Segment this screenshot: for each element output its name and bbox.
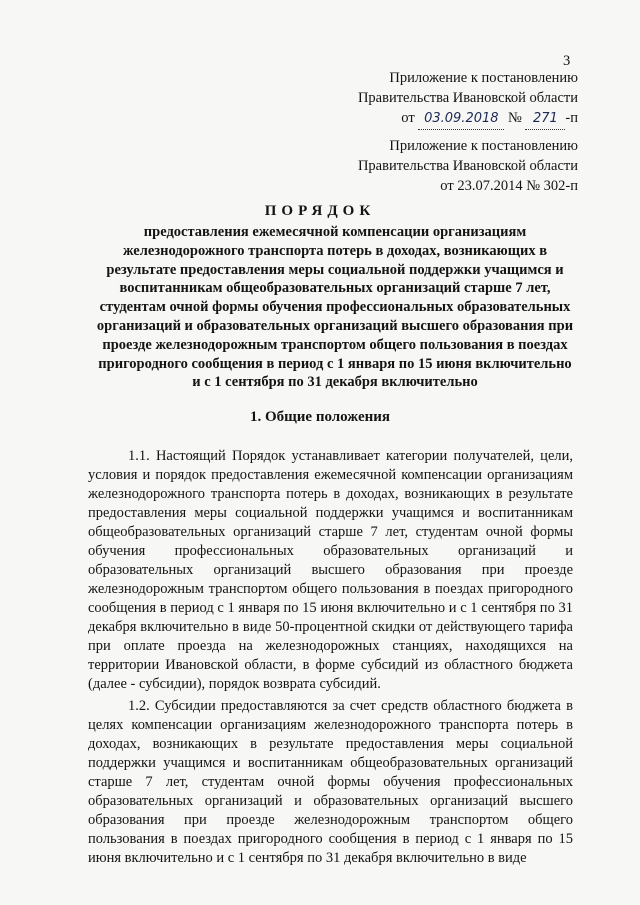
appendix-from-prefix: от xyxy=(401,110,415,126)
document-title: ПОРЯДОК xyxy=(264,203,376,219)
appendix-original-block xyxy=(358,136,578,196)
appendix-current-block xyxy=(358,68,578,130)
appendix-original-line-2: Правительства Ивановской области xyxy=(357,158,578,174)
appendix-number-prefix: № xyxy=(507,110,522,126)
document-body xyxy=(88,447,573,868)
handwritten-date: 03.09.2018 xyxy=(418,109,504,130)
appendix-date-line xyxy=(358,108,578,130)
handwritten-number: 271 xyxy=(525,109,565,130)
section-heading: 1. Общие положения xyxy=(249,409,391,425)
page-number: 3 xyxy=(563,53,571,69)
appendix-original-line-3: от 23.07.2014 № 302-п xyxy=(440,178,578,194)
appendix-original-line-1: Приложение к постановлению xyxy=(389,138,578,154)
paragraph-1-1: 1.1. Настоящий Порядок устанавливает категории получателей, цели, условия и порядок предоставления ежемесячной компенсации организациям железнодорожного транспорта потерь в доходах, возникающих в результате предоставления меры социальной поддержки учащимся и воспитанникам общеобразовательных организаций старше 7 лет, студентам очной формы обучения профессиональных образовательных организаций и образовательных организаций высшего образования при проезде железнодорожным транспортом общего пользования в поездах пригородного сообщения в период с 1 января по 15 июня включительно и с 1 сентября по 31 декабря включительно в виде 50-процентной скидки от действующего тарифа при оплате проезда на железнодорожных станциях, находящихся на территории Ивановской области, в форме субсидий из областного бюджета (далее - субсидии), порядок возврата субсидий. xyxy=(88,448,573,692)
paragraph-1-2: 1.2. Субсидии предоставляются за счет средств областного бюджета в целях компенсации организациям железнодорожного транспорта потерь в доходах, возникающих в результате предоставления меры социальной поддержки учащимся и воспитанникам общеобразовательных организаций старше 7 лет, студентам очной формы обучения профессиональных образовательных организаций и образовательных организаций высшего образования при проезде железнодорожным транспортом общего пользования в поездах пригородного сообщения в период с 1 января по 15 июня включительно и с 1 сентября по 31 декабря включительно в виде xyxy=(88,698,573,866)
document-subtitle: предоставления ежемесячной компенсации организациям железнодорожного транспорта потерь в доходах, возникающих в результате предоставления меры социальной поддержки учащимся и воспитанникам общеобразовательных организаций старше 7 лет, студентам очной формы обучения профессиональных образовательных организаций и образовательных организаций высшего образования при проезде железнодорожным транспортом общего пользования в поездах пригородного сообщения в период с 1 января по 15 июня включительно и с 1 сентября по 31 декабря включительно xyxy=(96,224,574,391)
appendix-number-suffix: -п xyxy=(565,110,578,126)
appendix-line-1: Приложение к постановлению xyxy=(389,70,578,86)
appendix-line-2: Правительства Ивановской области xyxy=(357,90,578,106)
